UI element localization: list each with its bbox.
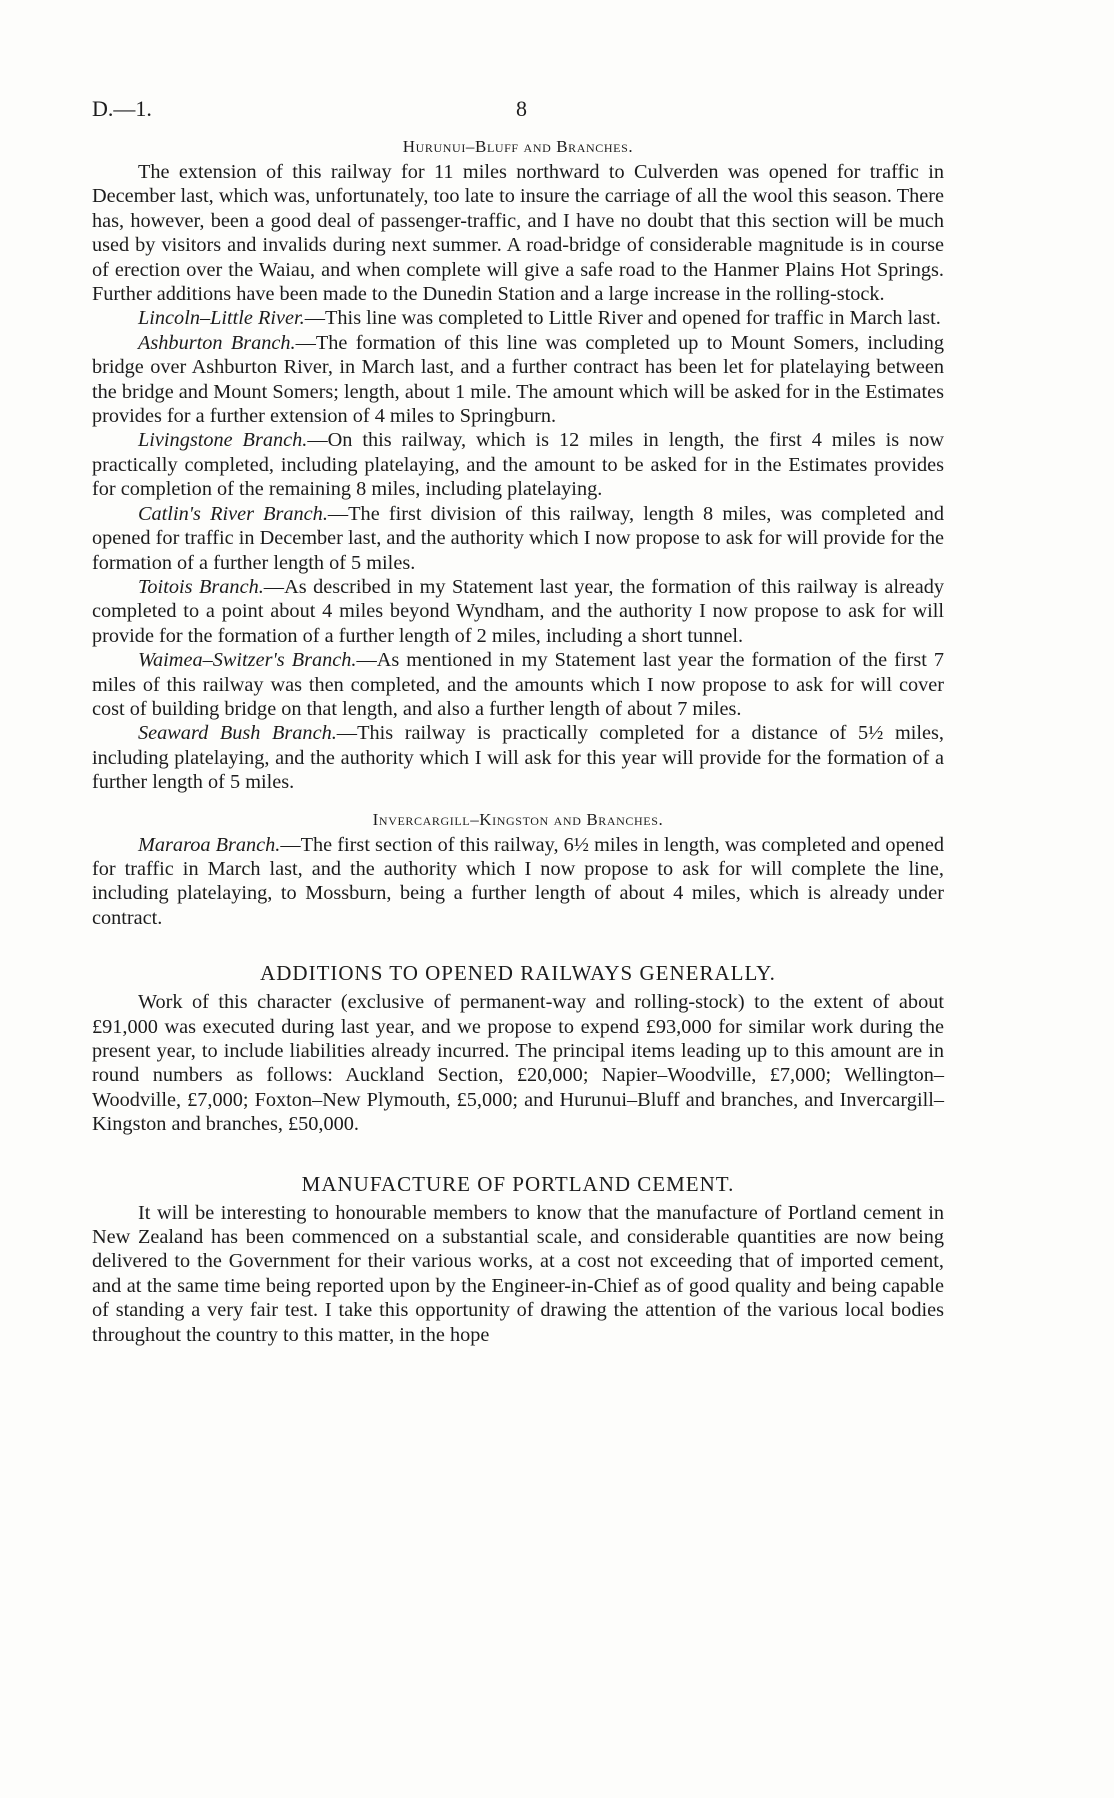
paragraph-livingstone: [92, 428, 944, 501]
branch-title: Waimea–Switzer's Branch.: [138, 649, 357, 672]
document-reference: D.—1.: [92, 96, 152, 121]
section-heading-cement: MANUFACTURE OF PORTLAND CEMENT.: [301, 1171, 735, 1196]
paragraph-text: —This railway is practically completed for a distance of 5½ miles, including platelaying, and the authority which I will ask for this year will provide for the formation of a further length of 5 miles.: [92, 722, 944, 794]
paragraph-text: —As described in my Statement last year, the formation of this railway is already completed to a point about 4 miles beyond Wyndham, and the authority I now propose to ask for will provide for the formation of a further length of 2 miles, including a short tunnel.: [92, 575, 944, 647]
page-header: [92, 96, 944, 130]
paragraph-text: —On this railway, which is 12 miles in length, the first 4 miles is now practically completed, including platelaying, and the amount to be asked for in the Estimates provides for completion of the remaining 8 miles, including platelaying.: [92, 429, 944, 501]
section-heading-hurunui: Hurunui–Bluff and Branches.: [402, 137, 634, 156]
paragraph-additions: Work of this character (exclusive of permanent-way and rolling-stock) to the extent of about £91,000 was executed during last year, and we propose to expend £93,000 for similar work during the present year, to include liabilities already incurred. The principal items leading up to this amount are in round numbers as follows: Auckland Section, £20,000; Napier–Woodville, £7,000; Wellington–Woodville, £7,000; Foxton–New Plymouth, £5,000; and Hurunui–Bluff and branches, and Invercargill–Kingston and branches, £50,000.: [92, 991, 944, 1136]
branch-title: Livingstone Branch.: [138, 429, 308, 452]
branch-title: Mararoa Branch.: [138, 833, 281, 856]
section-heading-invercargill: Invercargill–Kingston and Branches.: [372, 809, 664, 829]
page-number: 8: [516, 96, 527, 121]
paragraph-lincoln: [92, 306, 944, 330]
paragraph-text: —The first division of this railway, length 8 miles, was completed and opened for traffic in December last, and the authority which I now propose to ask for will provide for the formation of a further length of 5 miles.: [92, 502, 944, 574]
paragraph-text: —The first section of this railway, 6½ miles in length, was completed and opened for traffic in March last, and the authority which I now propose to ask for will complete the line, including platelaying, to Mossburn, being a further length of about 4 miles, which is already under contract.: [92, 833, 944, 929]
branch-title: Seaward Bush Branch.: [138, 722, 337, 745]
branch-title: Catlin's River Branch.: [138, 502, 328, 525]
paragraph-text: —This line was completed to Little River and opened for traffic in March last.: [304, 307, 941, 330]
branch-title: Toitois Branch.: [138, 575, 264, 598]
section-heading-additions: ADDITIONS TO OPENED RAILWAYS GENERALLY.: [260, 961, 776, 986]
paragraph-catlins: [92, 502, 944, 575]
paragraph-hurunui-intro: The extension of this railway for 11 miles northward to Culverden was opened for traffic in December last, which was, unfortunately, too late to insure the carriage of all the wool this season. There has, however, been a good deal of passenger-traffic, and I have no doubt that this section will be much used by visitors and invalids during next summer. A road-bridge of considerable magnitude is in course of erection over the Waiau, and when complete will give a safe road to the Hanmer Plains Hot Springs. Further additions have been made to the Dunedin Station and a large increase in the rolling-stock.: [92, 161, 944, 306]
paragraph-text: —The formation of this line was completed up to Mount Somers, including bridge over Ashburton River, in March last, and a further contract has been let for platelaying between the bridge and Mount Somers; length, about 1 mile. The amount which will be asked for in the Estimates provides for a further extension of 4 miles to Springburn.: [92, 331, 944, 428]
branch-title: Ashburton Branch.: [138, 331, 296, 354]
paragraph-cement: It will be interesting to honourable members to know that the manufacture of Portland cement in New Zealand has been commenced on a substantial scale, and considerable quantities are now being delivered to the Government for their various works, at a cost not exceeding that of imported cement, and at the same time being reported upon by the Engineer-in-Chief as of good quality and being capable of standing a very fair test. I take this opportunity of drawing the attention of the various local bodies throughout the country to this matter, in the hope: [92, 1201, 944, 1346]
document-page: [92, 96, 944, 1347]
paragraph-mararoa: [92, 833, 944, 931]
paragraph-waimea: [92, 648, 944, 721]
branch-title: Lincoln–Little River.: [138, 307, 305, 330]
paragraph-ashburton: [92, 331, 944, 429]
paragraph-toitois: [92, 575, 944, 648]
paragraph-text: —As mentioned in my Statement last year the formation of the first 7 miles of this railway was then completed, and the amounts which I now propose to ask for will cover cost of building bridge on that length, and also a further length of about 7 miles.: [92, 649, 944, 720]
paragraph-seaward: [92, 721, 944, 794]
